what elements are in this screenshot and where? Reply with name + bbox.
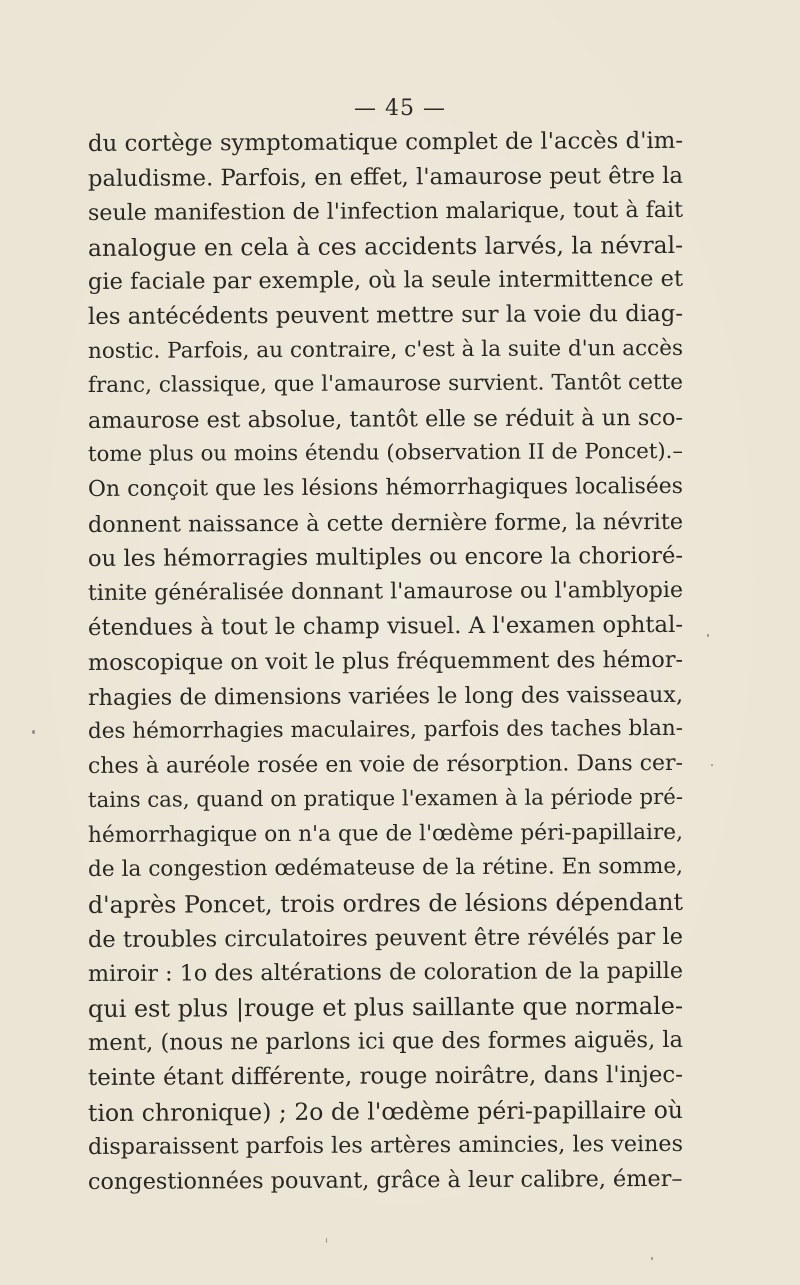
paper-speck	[707, 634, 709, 637]
text-line: étendues à tout le champ visuel. A l'examen ophtal-	[87, 612, 684, 642]
text-line: analogue en cela à ces accidents larvés, la névral-	[87, 230, 684, 262]
text-line: congestionnées pouvant, grâce à leur calibre, émer–	[87, 1165, 683, 1195]
text-line: moscopique on voit le plus fréquemment des hémor-	[87, 646, 684, 676]
text-line: des hémorrhagies maculaires, parfois des taches blan-	[87, 715, 684, 745]
paper-speck	[651, 1257, 653, 1260]
text-line: de la congestion œdémateuse de la rétine. En somme,	[87, 854, 684, 883]
text-line: tome plus ou moins étendu (observation II de Poncet).–	[87, 439, 684, 468]
text-line: seule manifestion de l'infection malarique, tout à fait	[87, 197, 684, 227]
text-line: tains cas, quand on pratique l'examen à la période pré-	[87, 785, 684, 814]
text-line: teinte étant différente, rouge noirâtre, dans l'injec-	[87, 1061, 684, 1092]
body-text	[88, 127, 683, 1199]
text-line: de troubles circulatoires peuvent être révélés par le	[87, 923, 684, 953]
text-line: les antécédents peuvent mettre sur la voie du diag-	[87, 300, 684, 330]
paper-speck	[32, 730, 35, 734]
text-line: amaurose est absolue, tantôt elle se réduit à un sco-	[87, 404, 684, 434]
text-line: On conçoit que les lésions hémorrhagiques localisées	[87, 473, 684, 502]
text-line: donnent naissance à cette dernière forme, la névrite	[87, 508, 684, 538]
text-line: qui est plus |rouge et plus saillante que normale-	[87, 991, 684, 1023]
page-number: — 45 —	[354, 96, 446, 121]
paper-speck	[711, 764, 713, 766]
text-line: nostic. Parfois, au contraire, c'est à la suite d'un accès	[87, 335, 684, 364]
text-line: miroir : 1o des altérations de coloration de la papille	[87, 958, 684, 988]
text-line: d'après Poncet, trois ordres de lésions dépendant	[87, 887, 684, 920]
text-line: rhagies de dimensions variées le long des vaisseaux,	[87, 681, 684, 711]
text-line: hémorrhagique on n'a que de l'œdème péri-papillaire,	[87, 819, 684, 848]
text-line: ou les hémorragies multiples ou encore la chorioré-	[87, 543, 684, 573]
text-line: disparaissent parfois les artères amincies, les veines	[87, 1131, 684, 1161]
paper-speck	[326, 1238, 327, 1243]
text-line: ment, (nous ne parlons ici que des formes aiguës, la	[87, 1027, 684, 1057]
text-line: tion chronique) ; 2o de l'œdème péri-papillaire où	[87, 1095, 684, 1127]
text-line: gie faciale par exemple, où la seule intermittence et	[87, 266, 684, 296]
text-line: tinite généralisée donnant l'amaurose ou l'amblyopie	[87, 577, 684, 606]
text-line: du cortège symptomatique complet de l'accès d'im-	[87, 127, 684, 157]
text-line: franc, classique, que l'amaurose survient. Tantôt cette	[87, 370, 684, 399]
text-line: ches à auréole rosée en voie de résorption. Dans cer-	[87, 750, 684, 779]
text-line: paludisme. Parfois, en effet, l'amaurose peut être la	[87, 162, 684, 192]
